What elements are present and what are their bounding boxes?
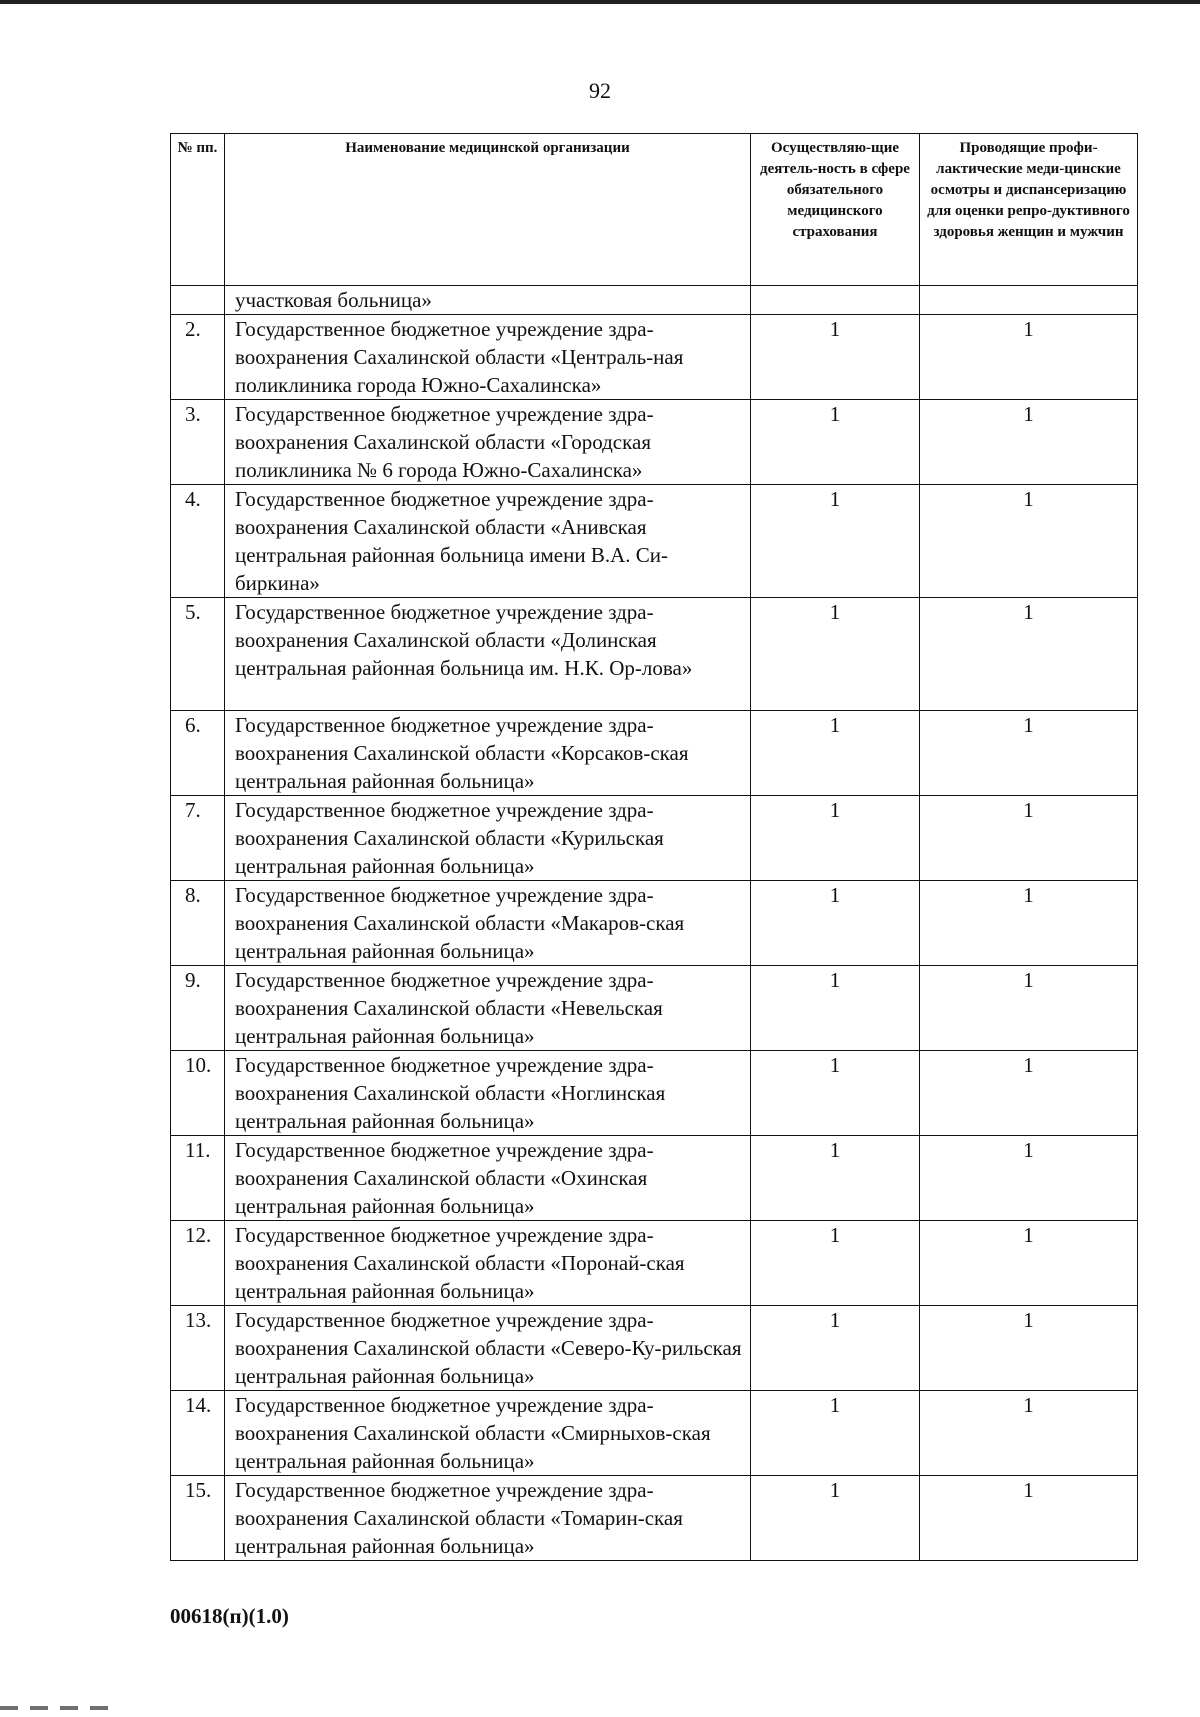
header-number: № пп. — [171, 134, 225, 286]
organization-name: Государственное бюджетное учреждение здра-воохранения Сахалинской области «Охинская центральная районная больница» — [225, 1136, 751, 1221]
oms-value: 1 — [751, 598, 920, 711]
oms-value: 1 — [751, 1221, 920, 1306]
oms-value: 1 — [751, 485, 920, 598]
table-body — [171, 286, 1138, 1561]
oms-value: 1 — [751, 1476, 920, 1561]
screening-value: 1 — [920, 1221, 1138, 1306]
document-code: 00618(п)(1.0) — [170, 1604, 289, 1628]
row-number: 7. — [171, 796, 225, 881]
organization-name: Государственное бюджетное учреждение здра-воохранения Сахалинской области «Долинская центральная районная больница им. Н.К. Ор-лова» — [225, 598, 751, 711]
table-row — [171, 286, 1138, 315]
table-row — [171, 1221, 1138, 1306]
organization-name: Государственное бюджетное учреждение здра-воохранения Сахалинской области «Ноглинская центральная районная больница» — [225, 1051, 751, 1136]
organization-name: Государственное бюджетное учреждение здра-воохранения Сахалинской области «Корсаков-ская центральная районная больница» — [225, 711, 751, 796]
page-number: 92 — [589, 78, 611, 103]
organizations-table — [170, 133, 1138, 1561]
screening-value: 1 — [920, 966, 1138, 1051]
organization-name: участковая больница» — [225, 286, 751, 315]
screening-value: 1 — [920, 1051, 1138, 1136]
screening-value: 1 — [920, 485, 1138, 598]
oms-value — [751, 286, 920, 315]
table-row — [171, 711, 1138, 796]
row-number: 4. — [171, 485, 225, 598]
oms-value: 1 — [751, 1136, 920, 1221]
row-number: 6. — [171, 711, 225, 796]
oms-value: 1 — [751, 966, 920, 1051]
organization-name: Государственное бюджетное учреждение здра-воохранения Сахалинской области «Смирныхов-ская центральная районная больница» — [225, 1391, 751, 1476]
screening-value: 1 — [920, 796, 1138, 881]
row-number — [171, 286, 225, 315]
organization-name: Государственное бюджетное учреждение здра-воохранения Сахалинской области «Городская поликлиника № 6 города Южно-Сахалинска» — [225, 400, 751, 485]
table-row — [171, 1136, 1138, 1221]
oms-value: 1 — [751, 315, 920, 400]
oms-value: 1 — [751, 400, 920, 485]
organization-name: Государственное бюджетное учреждение здра-воохранения Сахалинской области «Томарин-ская центральная районная больница» — [225, 1476, 751, 1561]
screening-value: 1 — [920, 1476, 1138, 1561]
table-row — [171, 796, 1138, 881]
organization-name: Государственное бюджетное учреждение здра-воохранения Сахалинской области «Невельская центральная районная больница» — [225, 966, 751, 1051]
row-number: 3. — [171, 400, 225, 485]
organization-name: Государственное бюджетное учреждение здра-воохранения Сахалинской области «Макаров-ская центральная районная больница» — [225, 881, 751, 966]
table-row — [171, 1306, 1138, 1391]
header-reproductive-screening: Проводящие профи-лактические меди-цинские осмотры и диспансеризацию для оценки репро-дуктивного здоровья женщин и мужчин — [920, 134, 1138, 286]
oms-value: 1 — [751, 796, 920, 881]
row-number: 2. — [171, 315, 225, 400]
table-row — [171, 966, 1138, 1051]
screening-value: 1 — [920, 1136, 1138, 1221]
row-number: 11. — [171, 1136, 225, 1221]
oms-value: 1 — [751, 881, 920, 966]
header-oms-activity: Осуществляю-щие деятель-ность в сфере обязательного медицинского страхования — [751, 134, 920, 286]
organization-name: Государственное бюджетное учреждение здра-воохранения Сахалинской области «Централь-ная поликлиника города Южно-Сахалинска» — [225, 315, 751, 400]
organization-name: Государственное бюджетное учреждение здра-воохранения Сахалинской области «Анивская центральная районная больница имени В.А. Си-биркина» — [225, 485, 751, 598]
screening-value: 1 — [920, 1306, 1138, 1391]
organization-name: Государственное бюджетное учреждение здра-воохранения Сахалинской области «Курильская центральная районная больница» — [225, 796, 751, 881]
scan-bottom-edge — [0, 1706, 120, 1710]
table-row — [171, 485, 1138, 598]
table-row — [171, 881, 1138, 966]
row-number: 10. — [171, 1051, 225, 1136]
organization-name: Государственное бюджетное учреждение здра-воохранения Сахалинской области «Поронай-ская центральная районная больница» — [225, 1221, 751, 1306]
screening-value: 1 — [920, 1391, 1138, 1476]
scan-top-edge — [0, 0, 1200, 4]
screening-value: 1 — [920, 315, 1138, 400]
table-row — [171, 1391, 1138, 1476]
table-row — [171, 598, 1138, 711]
oms-value: 1 — [751, 1391, 920, 1476]
row-number: 13. — [171, 1306, 225, 1391]
oms-value: 1 — [751, 1306, 920, 1391]
row-number: 12. — [171, 1221, 225, 1306]
table-header — [171, 134, 1138, 286]
table-row — [171, 1476, 1138, 1561]
screening-value: 1 — [920, 881, 1138, 966]
table-row — [171, 400, 1138, 485]
oms-value: 1 — [751, 1051, 920, 1136]
screening-value: 1 — [920, 598, 1138, 711]
screening-value: 1 — [920, 711, 1138, 796]
oms-value: 1 — [751, 711, 920, 796]
row-number: 8. — [171, 881, 225, 966]
organization-name: Государственное бюджетное учреждение здра-воохранения Сахалинской области «Северо-Ку-рильская центральная районная больница» — [225, 1306, 751, 1391]
row-number: 9. — [171, 966, 225, 1051]
row-number: 14. — [171, 1391, 225, 1476]
header-organization-name: Наименование медицинской организации — [225, 134, 751, 286]
screening-value — [920, 286, 1138, 315]
row-number: 5. — [171, 598, 225, 711]
row-number: 15. — [171, 1476, 225, 1561]
screening-value: 1 — [920, 400, 1138, 485]
table-row — [171, 1051, 1138, 1136]
table-row — [171, 315, 1138, 400]
